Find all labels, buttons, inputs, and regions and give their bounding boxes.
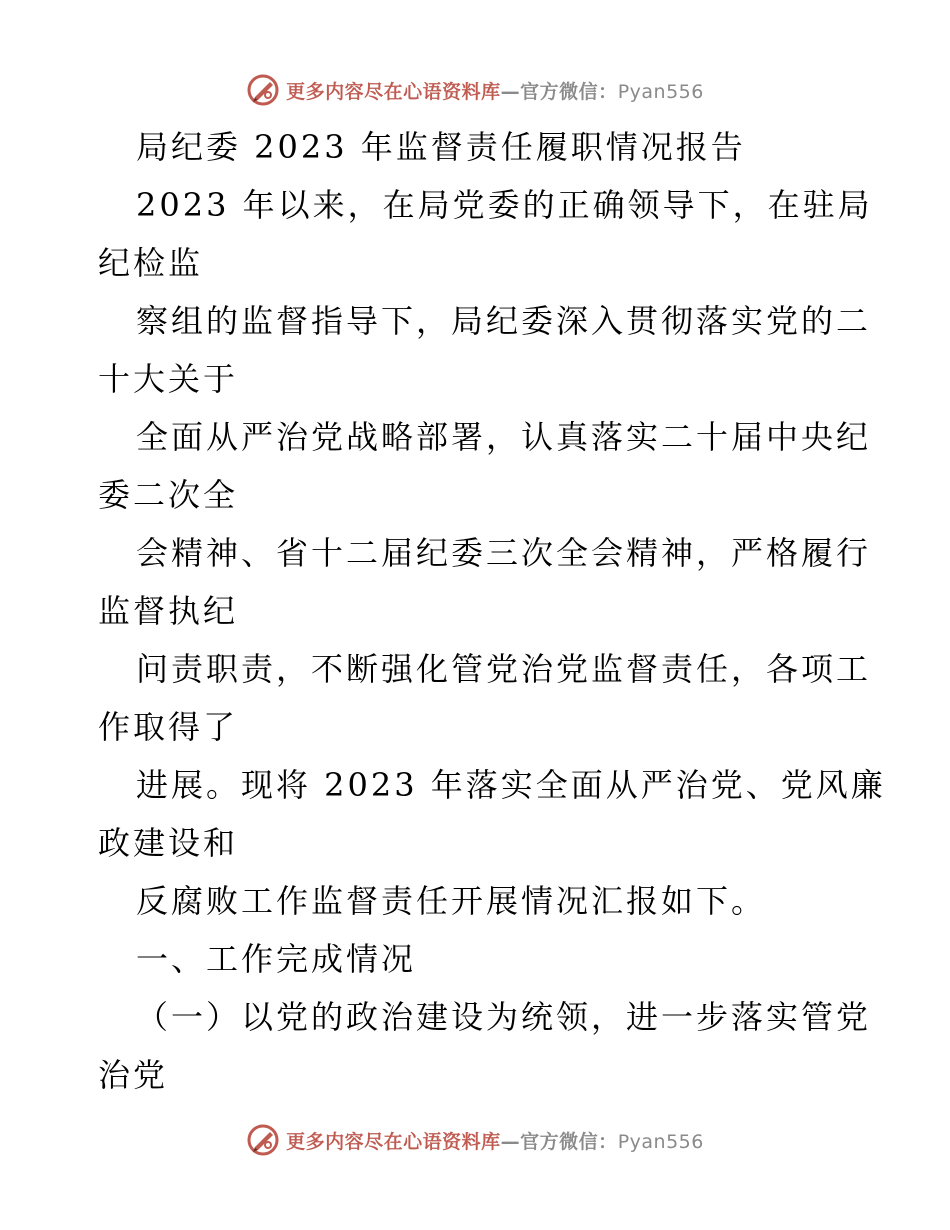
paragraph-line: 2023 年以来，在局党委的正确领导下，在驻局 [136,186,873,224]
watermark-banner-bottom [0,1120,950,1160]
watermark-id: Pyan556 [617,1130,704,1153]
subsection-heading: （一）以党的政治建设为统领，进一步落实管党 [136,998,872,1036]
section-heading: 一、工作完成情况 [136,940,417,978]
watermark-text [286,1127,704,1154]
document-title: 局纪委 2023 年监督责任履职情况报告 [136,128,746,166]
paragraph-line: 委二次全 [98,476,239,514]
watermark-banner-top [0,70,950,110]
paragraph-line: 反腐败工作监督责任开展情况汇报如下。 [136,882,767,920]
document-body [98,118,886,1104]
paragraph-line: 会精神、省十二届纪委三次全会精神，严格履行 [136,534,872,572]
paragraph-line: 监督执纪 [98,592,239,630]
pen-logo-icon [246,73,280,107]
pen-logo-icon [246,1123,280,1157]
paragraph-line: 纪检监 [98,244,204,282]
paragraph-line: 政建设和 [98,824,239,862]
paragraph-line: 问责职责，不断强化管党治党监督责任，各项工 [136,650,872,688]
paragraph-line: 全面从严治党战略部署，认真落实二十届中央纪 [136,418,872,456]
watermark-id: Pyan556 [617,80,704,103]
watermark-main: 更多内容尽在心语资料库 [286,80,501,103]
watermark-main: 更多内容尽在心语资料库 [286,1130,501,1153]
watermark-text [286,77,704,104]
watermark-dash: —官方微信： [500,1130,618,1153]
watermark-dash: —官方微信： [500,80,618,103]
paragraph-line: 察组的监督指导下，局纪委深入贯彻落实党的二 [136,302,872,340]
paragraph-line: 进展。现将 2023 年落实全面从严治党、党风廉 [136,766,886,804]
paragraph-line: 十大关于 [98,360,239,398]
paragraph-line: 作取得了 [98,708,239,746]
subsection-heading-continued: 治党 [98,1056,169,1094]
